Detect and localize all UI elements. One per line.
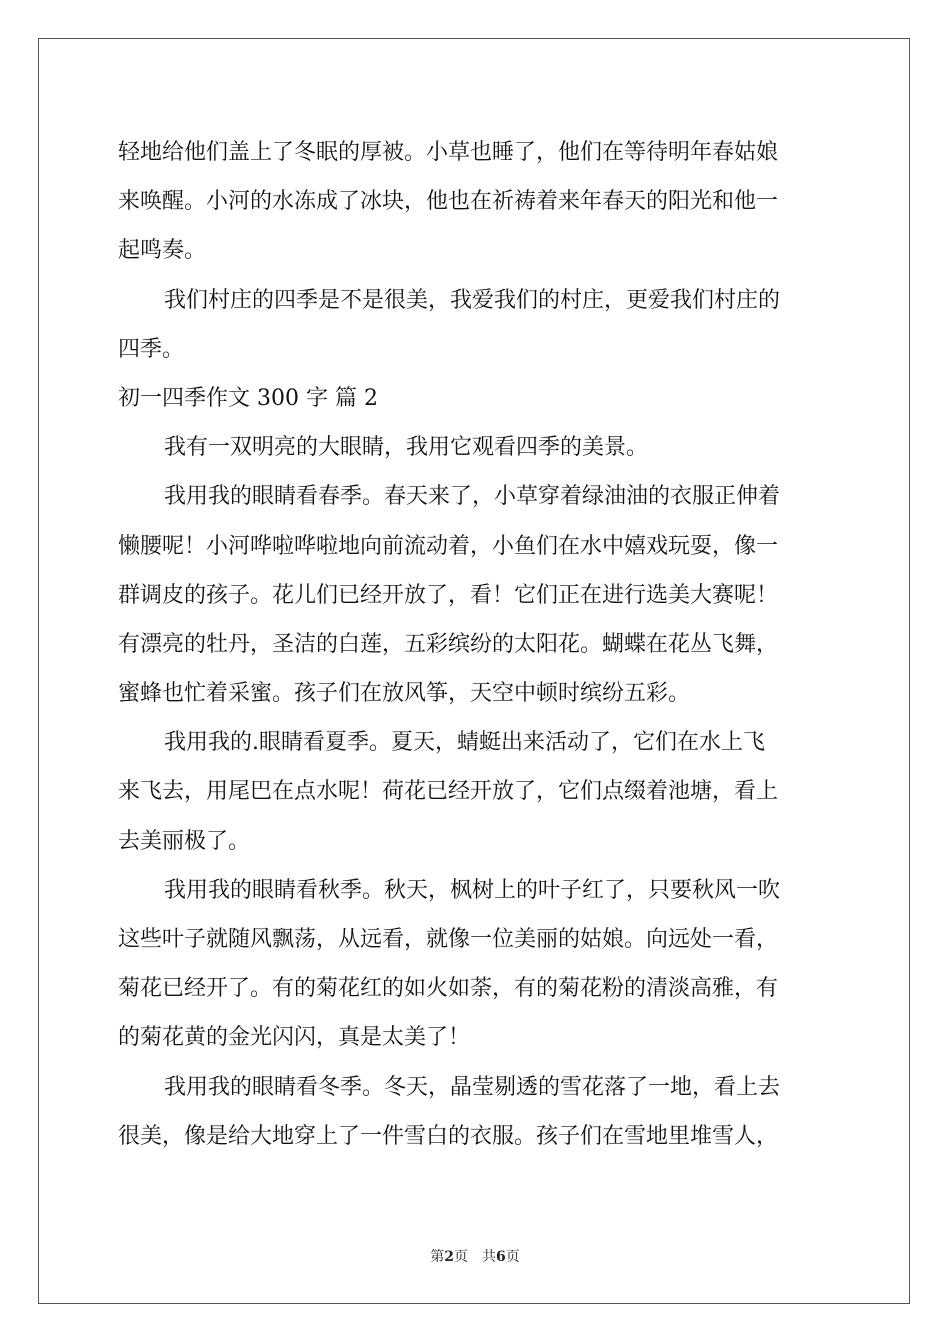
page-suffix: 页 [454,1249,468,1265]
paragraph [118,276,834,374]
text-line: 有漂亮的牡丹，圣洁的白莲，五彩缤纷的太阳花。蝴蝶在花丛飞舞， [118,631,779,657]
total-pages: 6 [496,1249,506,1265]
page-number: 2 [444,1249,454,1265]
paragraph [118,423,834,472]
text-line: 去美丽极了。 [118,828,251,854]
total-suffix: 页 [505,1249,520,1265]
text-line: 我有一双明亮的大眼睛，我用它观看四季的美景。 [164,435,649,461]
text-line: 这些叶子就随风飘荡，从远看，就像一位美丽的姑娘。向远处一看， [118,927,779,952]
text-line: 轻地给他们盖上了冬眠的厚被。小草也睡了，他们在等待明年春姑娘 [118,140,779,165]
text-line: 我用我的.眼睛看夏季。夏天，蜻蜓出来活动了，它们在水上飞 [164,730,765,756]
text-line: 蜜蜂也忙着采蜜。孩子们在放风筝，天空中顿时缤纷五彩。 [118,681,691,707]
text-line: 的菊花黄的金光闪闪，真是太美了！ [118,1025,471,1051]
text-line: 懒腰呢！小河哗啦哗啦地向前流动着，小鱼们在水中嬉戏玩耍，像一 [118,533,779,559]
text-line: 很美，像是给大地穿上了一件雪白的衣服。孩子们在雪地里堆雪人， [118,1123,779,1149]
paragraph [118,1063,834,1161]
text-line: 四季。 [118,336,185,362]
paragraph [118,718,834,866]
document-body [118,128,834,1161]
paragraph [118,472,834,718]
text-line: 菊花已经开了。有的菊花红的如火如荼，有的菊花粉的清淡高雅，有 [118,976,779,1002]
text-line: 来唤醒。小河的水冻成了冰块，他也在祈祷着来年春天的阳光和他一 [118,189,779,215]
text-line: 来飞去，用尾巴在点水呢！荷花已经开放了，它们点缀着池塘，看上 [118,779,779,805]
page-prefix: 第 [430,1249,445,1265]
text-line: 我用我的眼睛看秋季。秋天，枫树上的叶子红了，只要秋风一吹 [164,877,781,903]
page-footer [0,1246,950,1266]
paragraph [118,128,834,276]
paragraph [118,866,834,1063]
text-line: 群调皮的孩子。花儿们已经开放了，看！它们正在进行选美大赛呢！ [118,582,779,608]
text-line: 起鸣奏。 [118,238,207,264]
total-prefix: 共 [482,1249,496,1265]
section-heading: 初一四季作文 300 字 篇 2 [118,385,378,411]
text-line: 我们村庄的四季是不是很美，我爱我们的村庄，更爱我们村庄的 [164,287,781,313]
text-line: 我用我的眼睛看春季。春天来了，小草穿着绿油油的衣服正伸着 [164,484,781,510]
text-line: 我用我的眼睛看冬季。冬天，晶莹剔透的雪花落了一地，看上去 [164,1074,781,1100]
